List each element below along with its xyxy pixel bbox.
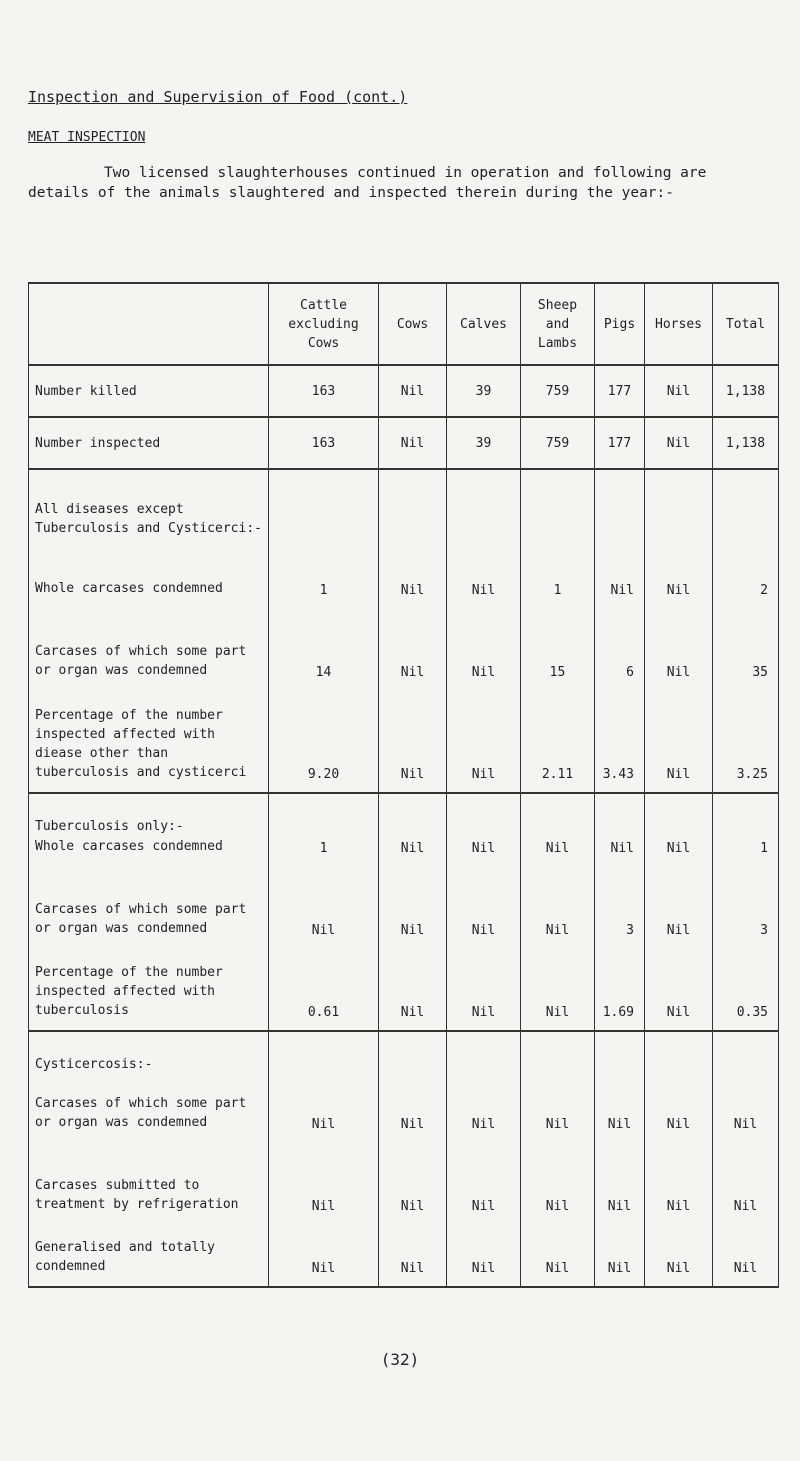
table-row: [29, 1218, 779, 1287]
table-cell: Nil: [645, 602, 713, 684]
table-cell: 39: [447, 417, 521, 469]
group-heading-row: [29, 469, 779, 540]
table-cell: Nil: [447, 602, 521, 684]
table-cell: 0.61: [269, 942, 379, 1031]
table-cell: Nil: [645, 684, 713, 793]
table-cell: 35: [713, 602, 779, 684]
table-cell: Nil: [645, 417, 713, 469]
table-cell: Nil: [379, 1218, 447, 1287]
table-cell: Nil: [521, 1218, 595, 1287]
table-cell: Nil: [379, 1074, 447, 1136]
table-cell: Nil: [521, 860, 595, 942]
row-label: Number killed: [29, 365, 269, 417]
row-label: Percentage of the number inspected affected with tuberculosis: [29, 942, 269, 1031]
meat-inspection-table: [28, 282, 779, 1288]
row-label: Carcases of which some part or organ was condemned: [29, 1074, 269, 1136]
row-label: Whole carcases condemned: [29, 540, 269, 602]
table-cell: 0.35: [713, 942, 779, 1031]
table-cell: 3.43: [595, 684, 645, 793]
table-row: [29, 860, 779, 942]
table-row: [29, 1074, 779, 1136]
page-number: (32): [380, 1350, 420, 1369]
row-label: Number inspected: [29, 417, 269, 469]
table-row: [29, 540, 779, 602]
table-cell: Nil: [645, 1218, 713, 1287]
table-cell: Nil: [447, 942, 521, 1031]
row-label: Carcases submitted to treatment by refrigeration: [29, 1136, 269, 1218]
table-cell: Nil: [447, 836, 521, 860]
table-cell: 2: [713, 540, 779, 602]
table-cell: Nil: [595, 540, 645, 602]
table-cell: Nil: [379, 365, 447, 417]
table-cell: Nil: [447, 1074, 521, 1136]
row-label: Percentage of the number inspected affected with diease other than tuberculosis and cysticerci: [29, 684, 269, 793]
table-row: [29, 365, 779, 417]
group-heading: All diseases except Tuberculosis and Cysticerci:-: [29, 469, 269, 540]
table-cell: 759: [521, 365, 595, 417]
table-cell: 1: [269, 836, 379, 860]
table-cell: 163: [269, 417, 379, 469]
column-header: Sheep and Lambs: [521, 283, 595, 365]
table-cell: Nil: [595, 1218, 645, 1287]
group-heading-row: [29, 793, 779, 836]
table-cell: 9.20: [269, 684, 379, 793]
table-cell: Nil: [447, 1136, 521, 1218]
table-cell: Nil: [521, 836, 595, 860]
row-label: Generalised and totally condemned: [29, 1218, 269, 1287]
table-cell: 163: [269, 365, 379, 417]
column-header: [29, 283, 269, 365]
group-heading: Tuberculosis only:-: [29, 793, 269, 836]
intro-paragraph: Two licensed slaughterhouses continued in operation and following are details of the animals slaughtered and inspected therein during the year:-: [28, 165, 707, 201]
table-cell: 177: [595, 365, 645, 417]
table-cell: Nil: [713, 1218, 779, 1287]
table-row: [29, 836, 779, 860]
table-cell: 759: [521, 417, 595, 469]
group-heading: Cysticercosis:-: [29, 1031, 269, 1074]
table-cell: Nil: [379, 1136, 447, 1218]
table-cell: 1: [269, 540, 379, 602]
column-header: Calves: [447, 283, 521, 365]
table-row: [29, 602, 779, 684]
table-cell: Nil: [595, 1074, 645, 1136]
table-cell: Nil: [645, 540, 713, 602]
table-cell: Nil: [645, 1136, 713, 1218]
table-cell: 1: [521, 540, 595, 602]
table-cell: 14: [269, 602, 379, 684]
table-cell: 1,138: [713, 365, 779, 417]
table-cell: Nil: [645, 942, 713, 1031]
table-cell: Nil: [379, 684, 447, 793]
table-cell: 3.25: [713, 684, 779, 793]
row-label: Carcases of which some part or organ was condemned: [29, 602, 269, 684]
table-cell: Nil: [447, 860, 521, 942]
table-cell: 3: [595, 860, 645, 942]
table-cell: Nil: [379, 942, 447, 1031]
table-cell: Nil: [447, 540, 521, 602]
column-header: Cows: [379, 283, 447, 365]
table-cell: Nil: [645, 1074, 713, 1136]
table-row: [29, 684, 779, 793]
column-header: Cattle excluding Cows: [269, 283, 379, 365]
table-cell: Nil: [269, 1074, 379, 1136]
table-cell: Nil: [269, 860, 379, 942]
table-cell: 15: [521, 602, 595, 684]
table-cell: Nil: [595, 1136, 645, 1218]
table-cell: Nil: [379, 540, 447, 602]
table-row: [29, 1136, 779, 1218]
table-cell: 1,138: [713, 417, 779, 469]
column-header: Pigs: [595, 283, 645, 365]
table-cell: Nil: [379, 836, 447, 860]
table-row: [29, 417, 779, 469]
column-header: Horses: [645, 283, 713, 365]
table-cell: 3: [713, 860, 779, 942]
section-heading: MEAT INSPECTION: [28, 130, 146, 145]
table-cell: 39: [447, 365, 521, 417]
table-cell: Nil: [379, 860, 447, 942]
table-cell: Nil: [447, 1218, 521, 1287]
table-cell: Nil: [447, 684, 521, 793]
row-label: Whole carcases condemned: [29, 836, 269, 860]
table-cell: Nil: [521, 1074, 595, 1136]
group-heading-row: [29, 1031, 779, 1074]
table-row: [29, 942, 779, 1031]
table-cell: Nil: [379, 602, 447, 684]
column-header: Total: [713, 283, 779, 365]
table-cell: Nil: [379, 417, 447, 469]
table-cell: Nil: [521, 942, 595, 1031]
table-cell: Nil: [645, 365, 713, 417]
table-cell: 2.11: [521, 684, 595, 793]
table-header-row: [29, 283, 779, 365]
table-cell: Nil: [269, 1218, 379, 1287]
table-cell: Nil: [521, 1136, 595, 1218]
table-cell: 6: [595, 602, 645, 684]
table-cell: Nil: [269, 1136, 379, 1218]
table-cell: Nil: [645, 860, 713, 942]
table-cell: 1.69: [595, 942, 645, 1031]
table-cell: 177: [595, 417, 645, 469]
table-cell: Nil: [645, 836, 713, 860]
table-cell: Nil: [713, 1136, 779, 1218]
table-cell: Nil: [713, 1074, 779, 1136]
table-cell: Nil: [595, 836, 645, 860]
row-label: Carcases of which some part or organ was condemned: [29, 860, 269, 942]
page-heading: Inspection and Supervision of Food (cont.): [28, 88, 408, 106]
table-cell: 1: [713, 836, 779, 860]
